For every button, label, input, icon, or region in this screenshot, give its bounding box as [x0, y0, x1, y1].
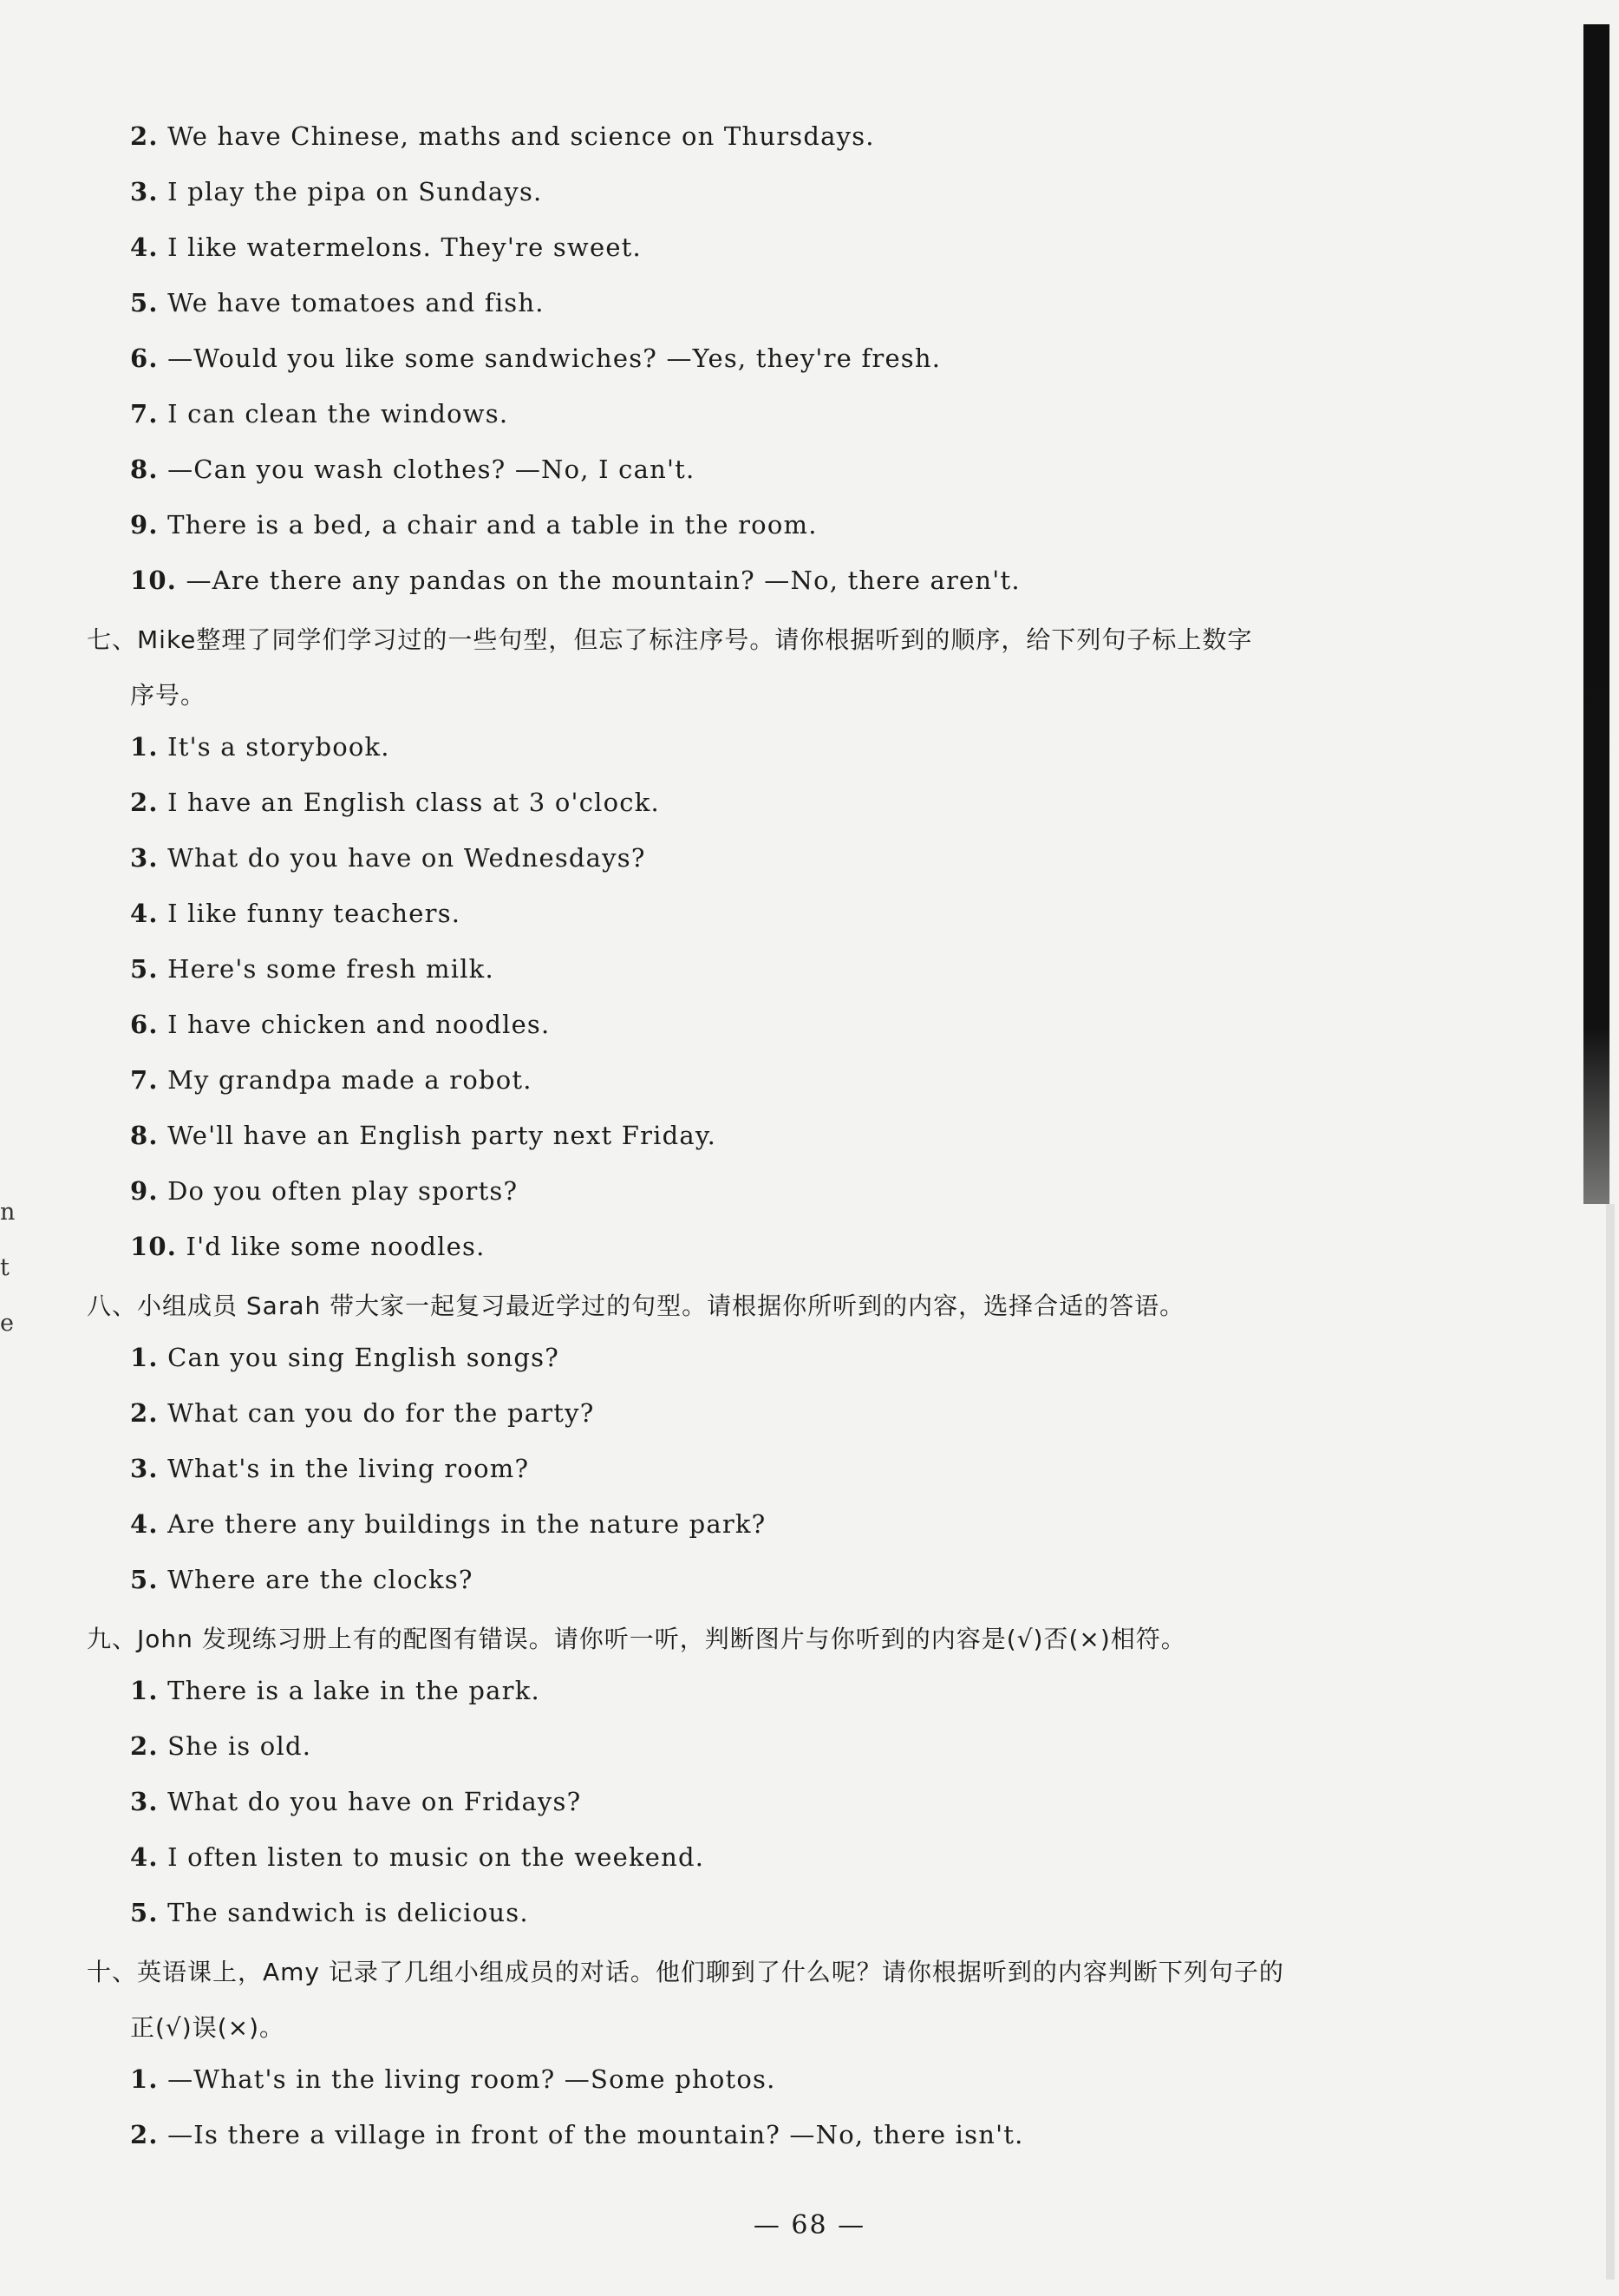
- section-7-title: 七、Mike整理了同学们学习过的一些句型，但忘了标注序号。请你根据听到的顺序，给下列句子标上数字: [87, 625, 1253, 654]
- list-item: 5. The sandwich is delicious.: [130, 1898, 529, 1927]
- margin-letter: e: [0, 1310, 14, 1337]
- list-item: 4. I often listen to music on the weekend.: [130, 1842, 705, 1872]
- section-8-title: 八、小组成员 Sarah 带大家一起复习最近学过的句型。请根据你所听到的内容，选择合适的答语。: [87, 1292, 1185, 1320]
- list-item: 4. I like funny teachers.: [130, 899, 461, 928]
- list-item: 7. My grandpa made a robot.: [130, 1065, 532, 1095]
- page-number: — 68 —: [753, 2210, 866, 2240]
- section-10-title-cont: 正(√)误(×)。: [130, 2013, 284, 2042]
- list-item: 9. There is a bed, a chair and a table in the room.: [130, 510, 818, 540]
- list-item: 3. I play the pipa on Sundays.: [130, 177, 543, 206]
- list-item: 10. —Are there any pandas on the mountain? —No, there aren't.: [130, 566, 1021, 595]
- list-item: 2. She is old.: [130, 1731, 312, 1761]
- margin-letter: t: [0, 1254, 10, 1281]
- list-item: 8. —Can you wash clothes? —No, I can't.: [130, 455, 695, 484]
- list-item: 1. Can you sing English songs?: [130, 1343, 559, 1372]
- list-item: 1. —What's in the living room? —Some photos.: [130, 2064, 776, 2094]
- list-item: 6. I have chicken and noodles.: [130, 1010, 551, 1039]
- list-item: 4. Are there any buildings in the nature park?: [130, 1509, 767, 1539]
- list-item: 5. Where are the clocks?: [130, 1565, 473, 1594]
- section-10-title: 十、英语课上，Amy 记录了几组小组成员的对话。他们聊到了什么呢？请你根据听到的内容判断下列句子的: [87, 1958, 1284, 1986]
- list-item: 2. I have an English class at 3 o'clock.: [130, 788, 660, 817]
- list-item: 2. What can you do for the party?: [130, 1398, 595, 1428]
- list-item: 3. What do you have on Fridays?: [130, 1787, 582, 1816]
- list-item: 10. I'd like some noodles.: [130, 1232, 486, 1261]
- list-item: 1. There is a lake in the park.: [130, 1676, 540, 1705]
- page-edge-shadow: [1583, 24, 1609, 1204]
- margin-letter: n: [0, 1199, 16, 1226]
- list-item: 2. —Is there a village in front of the mountain? —No, there isn't.: [130, 2120, 1024, 2149]
- list-item: 6. —Would you like some sandwiches? —Yes, they're fresh.: [130, 343, 942, 373]
- list-item: 3. What do you have on Wednesdays?: [130, 843, 646, 873]
- list-item: 1. It's a storybook.: [130, 732, 390, 762]
- list-item: 2. We have Chinese, maths and science on Thursdays.: [130, 121, 875, 151]
- page-edge-fade: [1606, 1204, 1615, 2280]
- list-item: 7. I can clean the windows.: [130, 399, 509, 428]
- list-item: 8. We'll have an English party next Friday.: [130, 1121, 717, 1150]
- section-7-title-cont: 序号。: [130, 681, 206, 710]
- list-item: 5. We have tomatoes and fish.: [130, 288, 545, 317]
- list-item: 9. Do you often play sports?: [130, 1176, 519, 1206]
- list-item: 3. What's in the living room?: [130, 1454, 530, 1483]
- section-9-title: 九、John 发现练习册上有的配图有错误。请你听一听，判断图片与你听到的内容是(√)否(×)相符。: [87, 1625, 1186, 1653]
- list-item: 4. I like watermelons. They're sweet.: [130, 232, 642, 262]
- list-item: 5. Here's some fresh milk.: [130, 954, 494, 984]
